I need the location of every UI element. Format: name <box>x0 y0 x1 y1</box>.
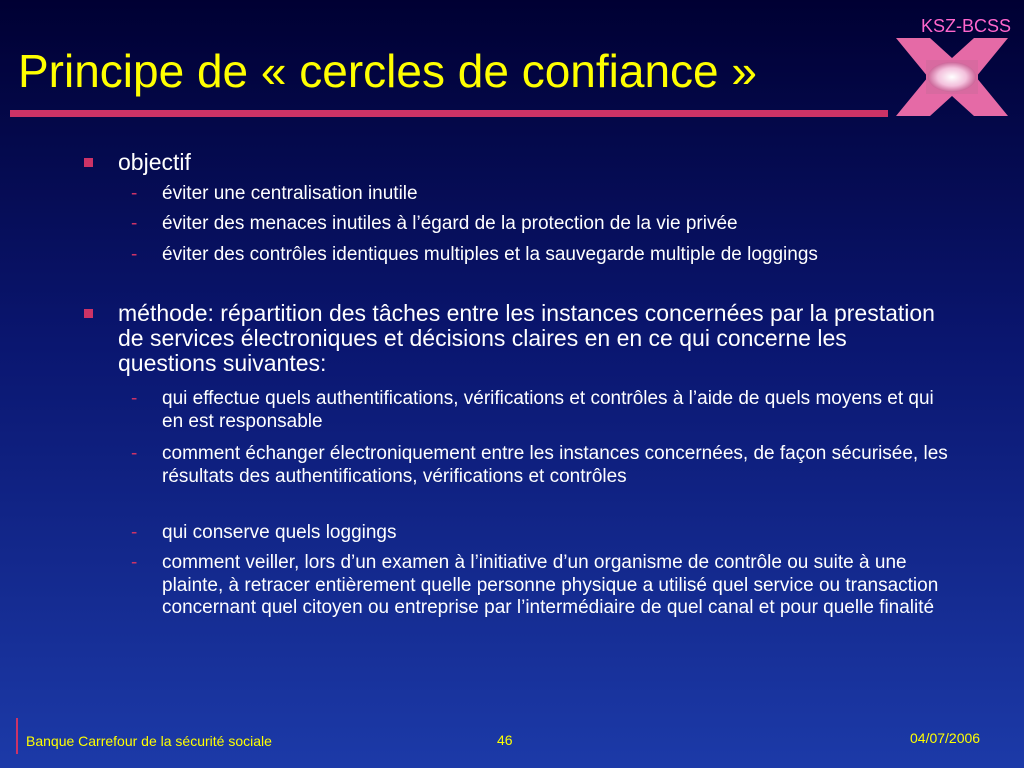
sub-bullet-text: éviter des menaces inutiles à l’égard de la protection de la vie privée <box>162 213 738 234</box>
sub-bullet-text: qui conserve quels loggings <box>162 522 397 543</box>
sub-bullet-item <box>131 183 952 206</box>
dash-bullet-icon: - <box>131 388 138 409</box>
sub-bullet-item <box>131 522 952 545</box>
logo-text: KSZ-BCSS <box>920 16 1011 36</box>
dash-bullet-icon: - <box>131 183 138 204</box>
sub-bullet-text: qui effectue quels authentifications, vérifications et contrôles à l’aide de quels moyens et qui en est responsable <box>162 388 934 432</box>
sub-bullet-text: éviter une centralisation inutile <box>162 183 418 204</box>
bullet-item <box>118 301 948 376</box>
dash-bullet-icon: - <box>131 443 138 464</box>
bullet-item <box>118 150 948 175</box>
sub-bullet-item <box>131 552 952 620</box>
sub-bullet-text: éviter des contrôles identiques multiples et la sauvegarde multiple de loggings <box>162 244 818 265</box>
dash-bullet-icon: - <box>131 522 138 543</box>
dash-bullet-icon: - <box>131 244 138 265</box>
title-divider <box>10 110 888 117</box>
sub-bullet-item <box>131 388 952 433</box>
ksz-bcss-logo-icon <box>896 38 1008 116</box>
sub-bullet-item <box>131 213 952 236</box>
bullet-text: méthode: répartition des tâches entre les instances concernées par la prestation de services électroniques et décisions claires en en ce qui concerne les questions suivantes: <box>118 300 935 376</box>
square-bullet-icon <box>84 158 93 167</box>
dash-bullet-icon: - <box>131 213 138 234</box>
slide-title: Principe de « cercles de confiance » <box>18 45 757 97</box>
sub-bullet-item <box>131 244 952 267</box>
page-number: 46 <box>497 732 513 748</box>
footer-date: 04/07/2006 <box>910 730 981 746</box>
bullet-text: objectif <box>118 149 191 175</box>
square-bullet-icon <box>84 309 93 318</box>
sub-bullet-item <box>131 443 952 488</box>
sub-bullet-text: comment veiller, lors d’un examen à l’initiative d’un organisme de contrôle ou suite à une plainte, à retracer entièrement quelle personne physique a utilisé quel service ou transaction concernant quel citoyen ou entreprise par l’intermédiaire de quel canal et pour quelle finalité <box>162 552 939 618</box>
footer-organization: Banque Carrefour de la sécurité sociale <box>26 733 272 749</box>
sub-bullet-text: comment échanger électroniquement entre les instances concernées, de façon sécurisée, les résultats des authentifications, vérifications et contrôles <box>162 443 948 487</box>
footer-divider <box>16 718 18 754</box>
dash-bullet-icon: - <box>131 552 138 573</box>
